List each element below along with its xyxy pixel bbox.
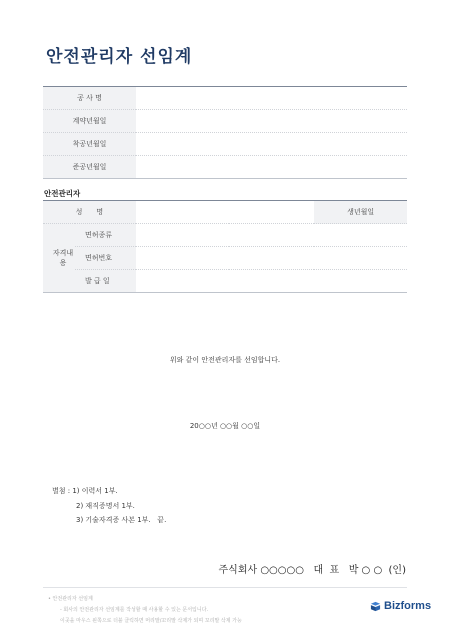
start-date-value[interactable] [136, 133, 407, 156]
name-label: 성 명 [43, 201, 136, 224]
table-row [43, 87, 407, 110]
bizforms-logo [370, 600, 431, 612]
logo-text: Bizforms [384, 600, 432, 612]
table-row [43, 224, 407, 247]
project-info-table [43, 86, 407, 179]
attachment-text: 2) 재직증명서 1부. [76, 501, 135, 510]
attachment-prefix: 별첨 : [52, 487, 73, 495]
contract-date-label: 계약년월일 [43, 110, 136, 133]
table-row [43, 270, 407, 293]
table-row [43, 247, 407, 270]
table-row [43, 156, 407, 179]
footer-notes [48, 594, 242, 627]
manager-info-table [43, 200, 407, 293]
license-type-label: 면허종류 [75, 224, 136, 247]
issue-date-value[interactable] [136, 270, 407, 293]
project-name-value[interactable] [136, 87, 407, 110]
attachment-text: 1) 이력서 1부. [72, 487, 118, 495]
name-value[interactable] [136, 201, 314, 224]
attachments [52, 484, 166, 528]
document-title: 안전관리자 선임계 [46, 47, 193, 67]
footer-line: - 회사의 안전관리자 선임계를 작성할 때 사용할 수 있는 문서입니다. [60, 607, 209, 613]
project-name-label: 공 사 명 [43, 87, 136, 110]
contract-date-value[interactable] [136, 110, 407, 133]
table-row [43, 133, 407, 156]
completion-date-value[interactable] [136, 156, 407, 179]
completion-date-label: 준공년월일 [43, 156, 136, 179]
table-row [43, 110, 407, 133]
footer-title: • 안전관리자 선임계 [48, 596, 93, 602]
license-number-label: 면허번호 [75, 247, 136, 270]
birth-label: 생년월일 [314, 201, 407, 224]
bizforms-logo-icon [370, 601, 381, 612]
footer-divider [43, 587, 407, 588]
date-line: 20○○년 ○○월 ○○일 [189, 422, 261, 430]
attachment-item [52, 499, 166, 514]
issue-date-label: 발 급 일 [75, 270, 136, 293]
footer-line: 이곳을 마우스 왼쪽으로 더블 클릭하면 머리말/꼬리말 삭제가 되며 꼬리말 삭제 가능 [60, 618, 242, 624]
signature-line: 주식회사 ○○○○○ 대 표 박 ○ ○ (인) [218, 565, 406, 576]
attachment-item [52, 513, 166, 528]
attachment-text: 3) 기술자격증 사본 1부. 끝. [76, 516, 167, 524]
table-row [43, 201, 407, 224]
confirmation-text: 위와 같이 안전관리자를 선임합니다. [169, 356, 281, 364]
license-number-value[interactable] [136, 247, 407, 270]
start-date-label: 착공년월일 [43, 133, 136, 156]
section-label: 안전관리자 [44, 189, 81, 198]
attachment-item [52, 484, 166, 499]
license-type-value[interactable] [136, 224, 407, 247]
qualification-label: 자격내용 [43, 224, 75, 293]
